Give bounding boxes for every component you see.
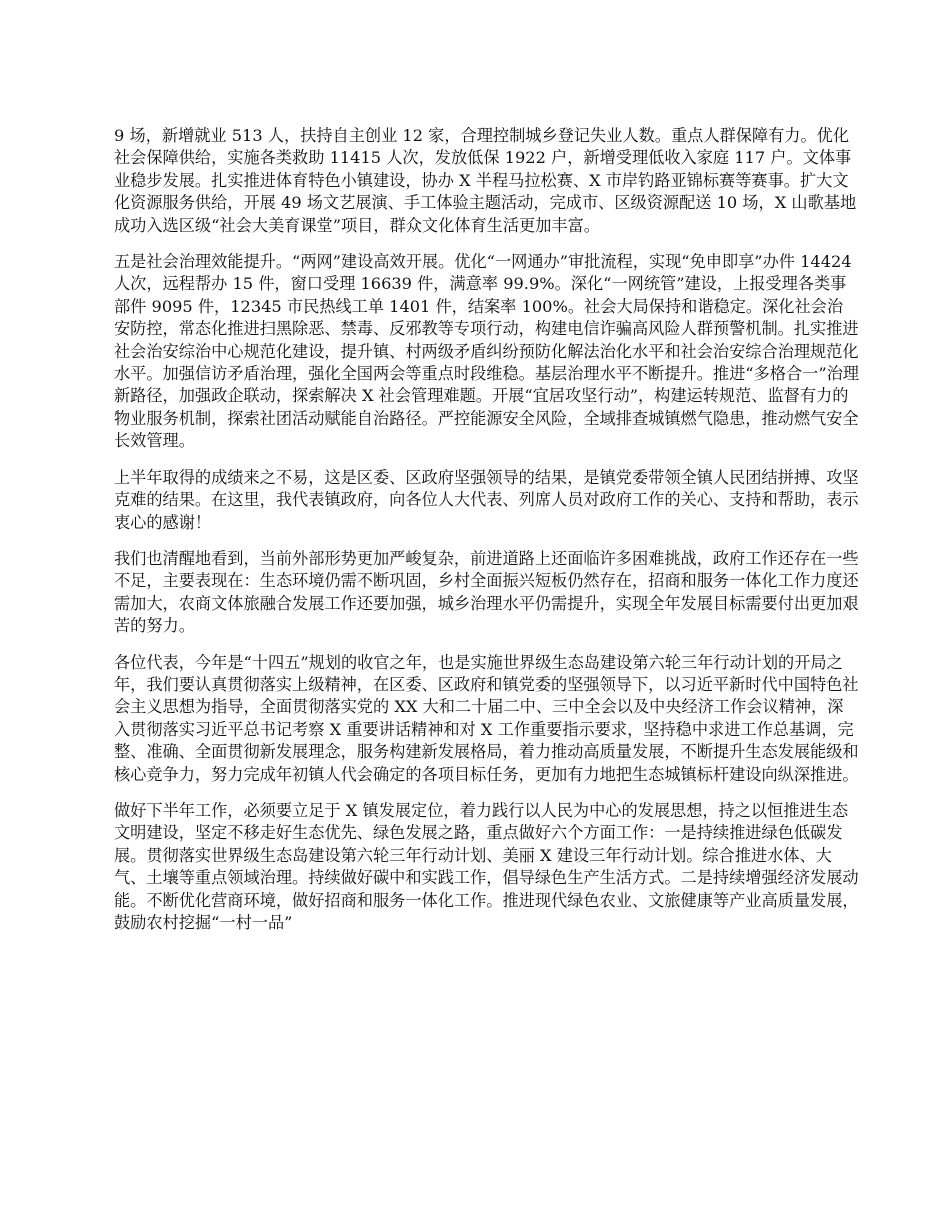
paragraph-acknowledgement: 上半年取得的成绩来之不易，这是区委、区政府坚强领导的结果，是镇党委带领全镇人民团结拼搏、攻坚克难的结果。在这里，我代表镇政府，向各位人大代表、列席人员对政府工作的关心、支持和帮助，表示衷心的感谢！ — [114, 467, 859, 532]
paragraph-second-half-work: 做好下半年工作，必须要立足于 X 镇发展定位，着力践行以人民为中心的发展思想，持之以恒推进生态文明建设，坚定不移走好生态优先、绿色发展之路，重点做好六个方面工作：一是持续推进绿色低碳发展。贯彻落实世界级生态岛建设第六轮三年行动计划、美丽 X 建设三年行动计划。综合推进水体、大气、土壤等重点领域治理。持续做好碳中和实践工作，倡导绿色生产生活方式。二是持续增强经济发展动能。不断优化营商环境，做好招商和服务一体化工作。推进现代绿色农业、文旅健康等产业高质量发展，鼓励农村挖掘“一村一品” — [114, 800, 859, 932]
document-body — [114, 125, 859, 948]
paragraph-shortcomings: 我们也清醒地看到，当前外部形势更加严峻复杂，前进道路上还面临许多困难挑战，政府工作还存在一些不足，主要表现在：生态环境仍需不断巩固，乡村全面振兴短板仍然存在，招商和服务一体化工作力度还需加大，农商文体旅融合发展工作还要加强，城乡治理水平仍需提升，实现全年发展目标需要付出更加艰苦的努力。 — [114, 548, 859, 636]
paragraph-annual-goals: 各位代表，今年是“十四五”规划的收官之年，也是实施世界级生态岛建设第六轮三年行动计划的开局之年，我们要认真贯彻落实上级精神，在区委、区政府和镇党委的坚强领导下，以习近平新时代中国特色社会主义思想为指导，全面贯彻落实党的 XX 大和二十届二中、三中全会以及中央经济工作会议精神，深入贯彻落实习近平总书记考察 X 重要讲话精神和对 X 工作重要指示要求，坚持稳中求进工作总基调，完整、准确、全面贯彻新发展理念，服务构建新发展格局，着力推动高质量发展，不断提升生态发展能级和核心竞争力，努力完成年初镇人代会确定的各项目标任务，更加有力地把生态城镇标杆建设向纵深推进。 — [114, 652, 859, 784]
paragraph-livelihood-summary: 9 场，新增就业 513 人，扶持自主创业 12 家，合理控制城乡登记失业人数。重点人群保障有力。优化社会保障供给，实施各类救助 11415 人次，发放低保 1922 户，新增受理低收入家庭 117 户。文体事业稳步发展。扎实推进体育特色小镇建设，协办 X 半程马拉松赛、X 市岸钓路亚锦标赛等赛事。扩大文化资源服务供给，开展 49 场文艺展演、手工体验主题活动，完成市、区级资源配送 10 场，X 山歌基地成功入选区级“社会大美育课堂”项目，群众文化体育生活更加丰富。 — [114, 126, 857, 235]
paragraph-social-governance: 五是社会治理效能提升。“两网”建设高效开展。优化“一网通办”审批流程，实现“免申即享”办件 14424 人次，远程帮办 15 件，窗口受理 16639 件，满意率 99.9%。深化“一网统管”建设，上报受理各类事部件 9095 件，12345 市民热线工单 1401 件，结案率 100%。社会大局保持和谐稳定。深化社会治安防控，常态化推进扫黑除恶、禁毒、反邪教等专项行动，构建电信诈骗高风险人群预警机制。扎实推进社会治安综治中心规范化建设，提升镇、村两级矛盾纠纷预防化解法治化水平和社会治安综合治理规范化水平。加强信访矛盾治理，强化全国两会等重点时段维稳。基层治理水平不断提升。推进“多格合一”治理新路径，加强政企联动，探索解决 X 社会管理难题。开展“宜居攻坚行动”，构建运转规范、监督有力的物业服务机制，探索社团活动赋能自治路径。严控能源安全风险，全域排查城镇燃气隐患，推动燃气安全长效管理。 — [114, 252, 859, 451]
